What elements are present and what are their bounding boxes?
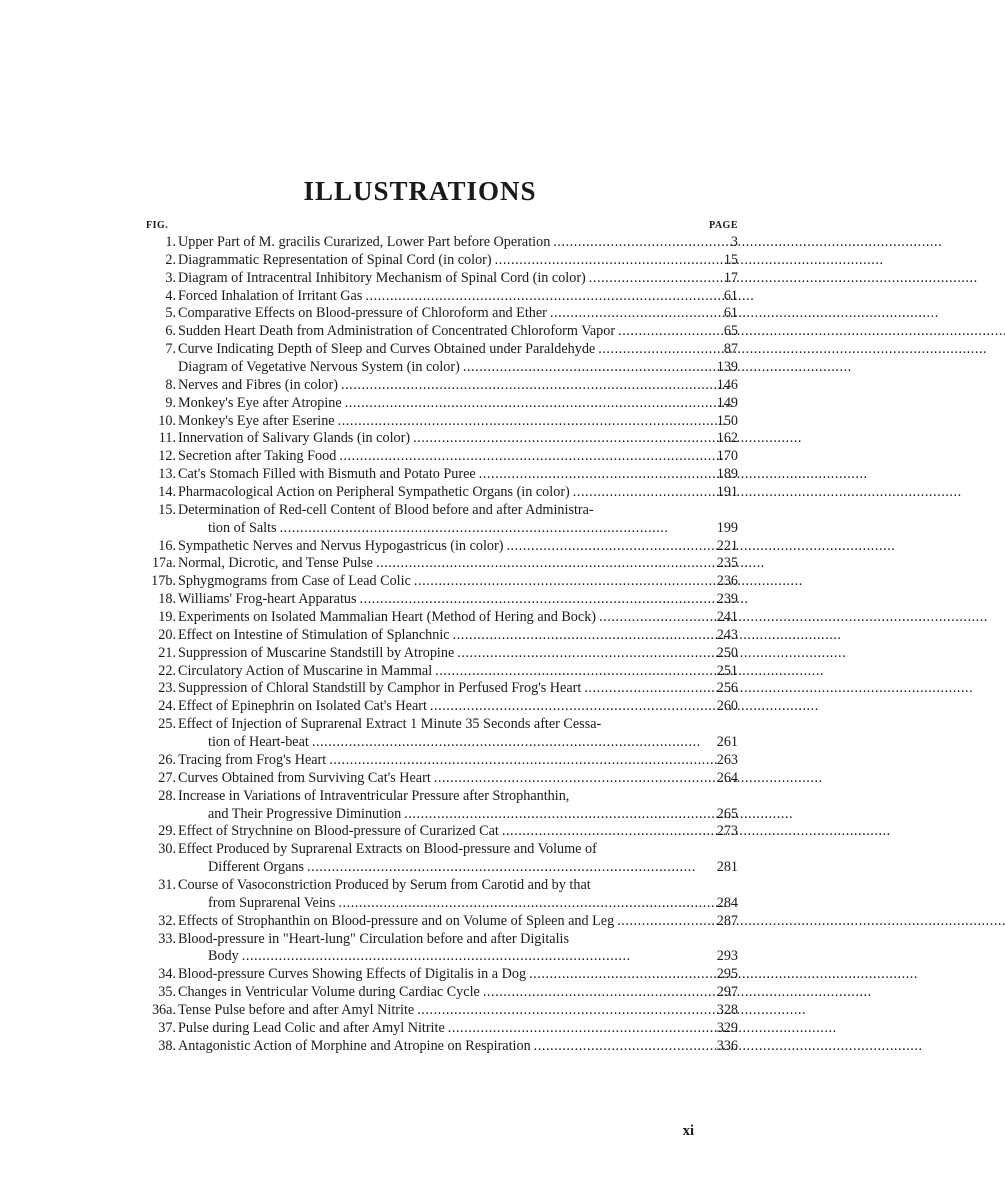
figure-caption: Williams' Frog-heart Apparatus [178,591,357,608]
illustration-entry [146,377,738,395]
figure-caption: Tense Pulse before and after Amyl Nitrite [178,1001,415,1018]
figure-caption: Effect on Intestine of Stimulation of Splanchnic [178,626,450,643]
dot-leader [411,573,712,591]
figure-caption: Different Organs [208,859,305,876]
figure-caption: Determination of Red-cell Content of Blood before and after Administra- [178,501,594,518]
page-number: 162 [716,430,738,447]
page-number: 260 [716,698,738,715]
figure-caption: from Suprarenal Veins [208,894,336,911]
dot-leader [460,359,712,377]
dot-leader [410,430,712,448]
figure-number: 18. [158,591,176,608]
figure-caption: Blood-pressure in "Heart-lung" Circulation before and after Digitalis [178,930,569,947]
page-number: 87 [723,341,738,358]
page-number: 191 [716,484,738,501]
figure-caption: Sudden Heart Death from Administration of Concentrated Chloroform Vapor [178,323,616,340]
illustration-entry [146,1002,738,1020]
page-number: 256 [716,680,738,697]
figure-number: 7. [165,341,176,358]
figure-number: 34. [158,966,176,983]
page-number: 149 [716,394,738,411]
page-number: 61 [723,287,738,304]
figure-caption: Comparative Effects on Blood-pressure of Chloroform and Ether [178,305,547,322]
page-number: 15 [723,251,738,268]
dot-leader [480,984,712,1002]
page-number: 263 [716,751,738,768]
page-number: 265 [716,805,738,822]
page-number: 236 [716,573,738,590]
figure-caption: tion of Heart-beat [208,734,309,751]
figure-caption: Monkey's Eye after Eserine [178,412,335,429]
illustration-entry [146,877,738,913]
figure-caption: Innervation of Salivary Glands (in color) [178,430,411,447]
figure-caption: Forced Inhalation of Irritant Gas [178,287,363,304]
illustration-entry [146,913,738,931]
dot-leader [414,1002,712,1020]
dot-leader [326,752,712,770]
illustration-entry [146,627,738,645]
page-number: 273 [716,823,738,840]
page-number: 241 [716,609,738,626]
dot-leader [615,323,712,341]
dot-leader [335,895,712,913]
figure-number: 38. [158,1037,176,1054]
page-number: 287 [716,912,738,929]
figure-caption: Increase in Variations of Intraventricular Pressure after Strophanthin, [178,787,570,804]
dot-leader [431,770,712,788]
figure-caption: Curves Obtained from Surviving Cat's Heart [178,769,431,786]
figure-number: 9. [165,394,176,411]
dot-leader [277,520,712,538]
figure-number: 35. [158,984,176,1001]
fig-column-header: FIG. [146,220,169,231]
figure-number: 19. [158,609,176,626]
illustration-entry [146,252,738,270]
illustration-entry [146,573,738,591]
illustration-entry [146,680,738,698]
figure-caption: Sympathetic Nerves and Nervus Hypogastricus (in color) [178,537,504,554]
dot-leader [239,948,712,966]
figure-caption: Effect of Injection of Suprarenal Extract 1 Minute 35 Seconds after Cessa- [178,716,602,733]
figure-caption: Diagram of Vegetative Nervous System (in color) [178,359,460,376]
figure-caption: Effect of Strychnine on Blood-pressure of Curarized Cat [178,823,499,840]
dot-leader [432,663,712,681]
page-number: 3 [730,234,738,250]
figure-number: 36a. [151,1001,176,1018]
page-number: 281 [716,859,738,876]
illustration-entry [146,591,738,609]
figure-number: 6. [165,323,176,340]
page-number: 221 [716,537,738,554]
figure-caption: Monkey's Eye after Atropine [178,394,342,411]
figure-number: 22. [158,662,176,679]
page-number: 264 [716,769,738,786]
figure-number: 13. [158,466,176,483]
figure-caption: Effect Produced by Suprarenal Extracts on Blood-pressure and Volume of [178,841,597,858]
figure-number: 14. [158,484,176,501]
figure-caption: Body [208,948,239,965]
page-number: 189 [716,466,738,483]
illustrations-list [146,234,738,1056]
page-number: 150 [716,412,738,429]
figure-number: 28. [158,787,176,804]
illustration-entry [146,395,738,413]
figure-caption: and Their Progressive Diminution [208,805,402,822]
illustration-entry [146,484,738,502]
figure-caption: Circulatory Action of Muscarine in Mammal [178,662,433,679]
figure-caption: tion of Salts [208,519,277,536]
dot-leader [309,734,712,752]
illustration-entry [146,966,738,984]
illustration-entry [146,359,738,377]
dot-leader [492,252,712,270]
dot-leader [476,466,712,484]
figure-number: 5. [165,305,176,322]
illustration-entry [146,341,738,359]
dot-leader [336,448,712,466]
page-number: 199 [716,519,738,536]
dot-leader [401,806,712,824]
page-number: 239 [716,591,738,608]
dot-leader [503,538,712,556]
figure-number: 21. [158,644,176,661]
figure-caption: Nerves and Fibres (in color) [178,376,338,393]
page-number: 139 [716,359,738,376]
figure-caption: Pharmacological Action on Peripheral Sympathetic Organs (in color) [178,484,570,501]
page-number: 243 [716,626,738,643]
figure-caption: Antagonistic Action of Morphine and Atropine on Respiration [178,1037,531,1054]
illustration-entry [146,1038,738,1056]
figure-number: 12. [158,448,176,465]
dot-leader [570,484,712,502]
dot-leader [357,591,713,609]
illustration-entry [146,555,738,573]
figure-number: 33. [158,930,176,947]
figure-number: 23. [158,680,176,697]
figure-number: 15. [158,501,176,518]
illustration-entry [146,984,738,1002]
figure-caption: Cat's Stomach Filled with Bismuth and Potato Puree [178,466,476,483]
illustration-entry [146,305,738,323]
illustration-entry [146,538,738,556]
page-number: 65 [723,323,738,340]
figure-caption: Suppression of Chloral Standstill by Camphor in Perfused Frog's Heart [178,680,582,697]
illustration-entry [146,931,738,967]
page-number: 61 [723,305,738,322]
figure-number: 4. [165,287,176,304]
dot-leader [595,341,712,359]
page-title: ILLUSTRATIONS [303,176,537,206]
illustration-entry [146,234,738,252]
page-number: 295 [716,966,738,983]
figure-caption: Diagrammatic Representation of Spinal Cord (in color) [178,251,492,268]
figure-number: 2. [165,251,176,268]
illustration-entry [146,788,738,824]
illustration-entry [146,716,738,752]
figure-caption: Tracing from Frog's Heart [178,751,327,768]
page-number: 284 [716,894,738,911]
illustration-entry [146,698,738,716]
illustration-entry [146,413,738,431]
figure-caption: Experiments on Isolated Mammalian Heart (Method of Hering and Bock) [178,609,597,626]
page-number: 261 [716,734,738,751]
illustration-entry [146,770,738,788]
figure-number: 3. [165,269,176,286]
figure-number: 27. [158,769,176,786]
dot-leader [445,1020,712,1038]
dot-leader [335,413,712,431]
figure-caption: Suppression of Muscarine Standstill by Atropine [178,644,455,661]
page-column-header: PAGE [708,220,738,231]
dot-leader [342,395,712,413]
dot-leader [596,609,712,627]
page-number: 328 [716,1001,738,1018]
figure-number: 17a. [151,555,176,572]
page-number: 297 [716,984,738,1001]
page-number: 293 [716,948,738,965]
illustration-entry [146,823,738,841]
figure-caption: Secretion after Taking Food [178,448,337,465]
page-number: 251 [716,662,738,679]
figure-number: 24. [158,698,176,715]
dot-leader [499,823,712,841]
illustration-entry [146,288,738,306]
page-number: 250 [716,644,738,661]
illustration-entry [146,323,738,341]
figure-number: 17b. [151,573,176,590]
figure-caption: Sphygmograms from Case of Lead Colic [178,573,411,590]
dot-leader [550,234,712,252]
figure-number: 25. [158,716,176,733]
figure-caption: Changes in Ventricular Volume during Cardiac Cycle [178,984,480,1001]
illustration-entry [146,448,738,466]
figure-number: 10. [158,412,176,429]
dot-leader [531,1038,712,1056]
dot-leader [373,555,712,573]
dot-leader [427,698,712,716]
illustration-entry [146,1020,738,1038]
figure-caption: Diagram of Intracentral Inhibitory Mechanism of Spinal Cord (in color) [178,269,586,286]
dot-leader [454,645,712,663]
dot-leader [586,270,712,288]
figure-number: 20. [158,626,176,643]
page-number: 329 [716,1019,738,1036]
dot-leader [450,627,712,645]
figure-number: 26. [158,751,176,768]
page-number: 146 [716,376,738,393]
illustration-entry [146,502,738,538]
figure-caption: Curve Indicating Depth of Sleep and Curves Obtained under Paraldehyde [178,341,596,358]
figure-number: 11. [158,430,176,447]
dot-leader [547,305,712,323]
dot-leader [338,377,712,395]
page-number: 17 [723,269,738,286]
figure-caption: Course of Vasoconstriction Produced by Serum from Carotid and by that [178,876,591,893]
page-folio: xi [682,1123,694,1139]
figure-caption: Normal, Dicrotic, and Tense Pulse [178,555,373,572]
figure-caption: Effect of Epinephrin on Isolated Cat's Heart [178,698,427,715]
figure-number: 32. [158,912,176,929]
figure-caption: Effects of Strophanthin on Blood-pressure and on Volume of Spleen and Leg [178,912,615,929]
illustration-entry [146,609,738,627]
illustration-entry [146,645,738,663]
page-number: 170 [716,448,738,465]
illustration-entry [146,270,738,288]
figure-caption: Blood-pressure Curves Showing Effects of Digitalis in a Dog [178,966,527,983]
figure-caption: Upper Part of M. gracilis Curarized, Lower Part before Operation [178,234,551,250]
figure-number: 30. [158,841,176,858]
figure-number: 8. [165,376,176,393]
illustration-entry [146,466,738,484]
illustration-entry [146,752,738,770]
illustration-entry [146,663,738,681]
figure-number: 1. [165,234,176,250]
figure-number: 31. [158,876,176,893]
illustration-entry [146,841,738,877]
page-number: 336 [716,1037,738,1054]
dot-leader [362,288,712,306]
illustration-entry [146,430,738,448]
figure-number: 29. [158,823,176,840]
dot-leader [614,913,712,931]
dot-leader [526,966,712,984]
figure-caption: Pulse during Lead Colic and after Amyl Nitrite [178,1019,445,1036]
page-number: 235 [716,555,738,572]
figure-number: 37. [158,1019,176,1036]
dot-leader [581,680,712,698]
figure-number: 16. [158,537,176,554]
dot-leader [304,859,712,877]
